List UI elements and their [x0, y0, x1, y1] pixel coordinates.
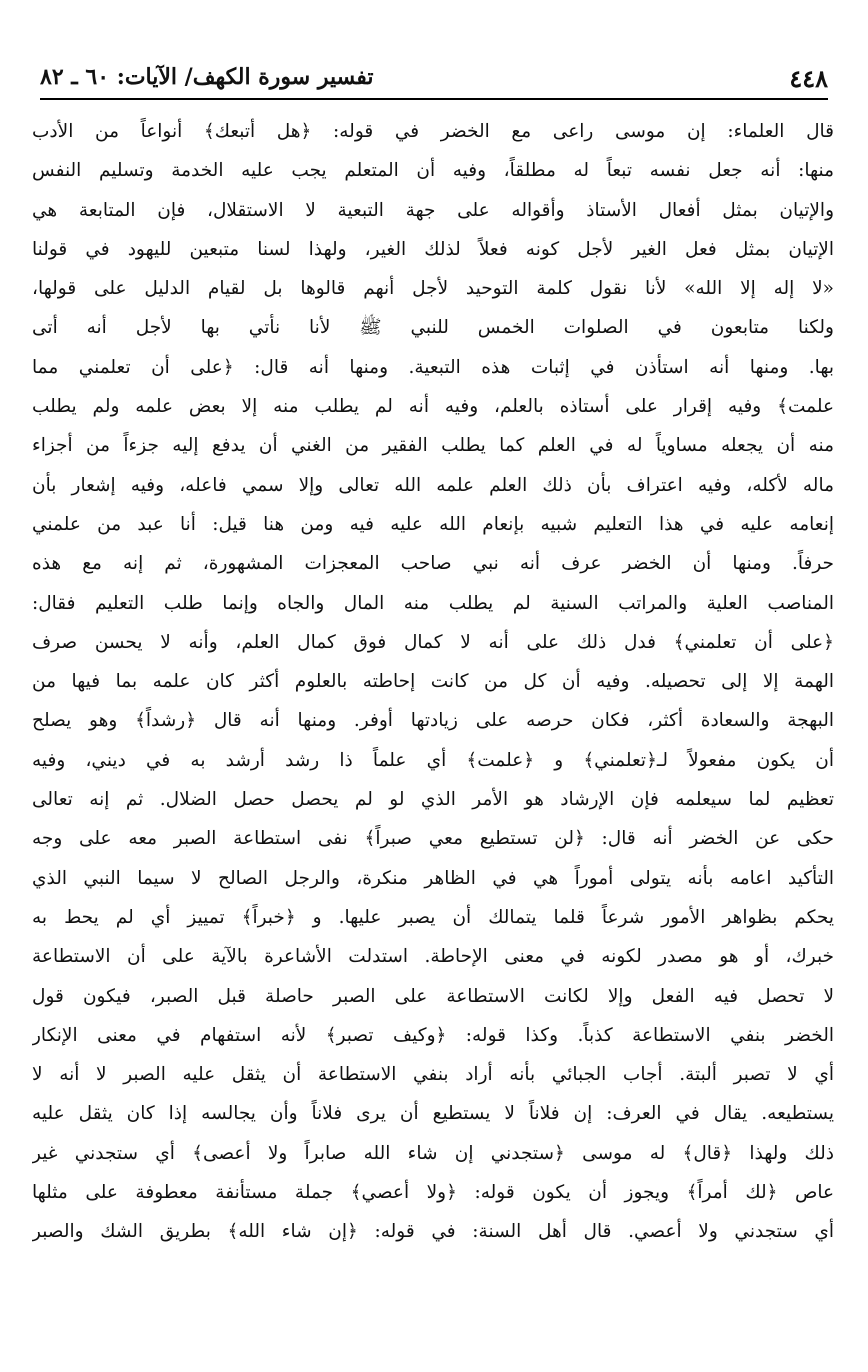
text-line: منها: أنه جعل نفسه تبعاً له مطلقاً، وفيه أن المتعلم يجب عليه الخدمة وتسليم النفس: [32, 160, 834, 182]
text-line: حكى عن الخضر أنه قال: ﴿لن تستطيع معي صبراً﴾ نفى استطاعة الصبر معه على وجه: [32, 828, 834, 850]
page-number: ٤٤٨: [789, 64, 828, 93]
text-line: ذلك ولهذا ﴿قال﴾ له موسى ﴿ستجدني إن شاء الله صابراً ولا أعصى﴾ أي ستجدني غير: [32, 1142, 834, 1164]
text-line: يحكم بظواهر الأمور شرعاً قلما يتمالك أن يصبر عليها. و ﴿خبراً﴾ تمييز أي لم يحط به: [32, 906, 834, 928]
text-line: تعظيم لما سيعلمه فإن الإرشاد هو الأمر الذي لو لم يحصل حصل الضلال. ثم إنه تعالى: [32, 789, 834, 811]
text-line: علمت﴾ وفيه إقرار على أستاذه بالعلم، وفيه أنه لم يطلب منه إلا بعض علمه ولم يطلب: [32, 396, 834, 418]
text-line: البهجة والسعادة أكثر، فكان حرصه على زيادتها أوفر. ومنها أنه قال ﴿رشداً﴾ وهو يصلح: [32, 710, 834, 732]
text-line: أي لا تصبر ألبتة. أجاب الجبائي بأنه أراد بنفي الاستطاعة أن يثقل عليه الصبر لا أنه لا: [32, 1064, 834, 1086]
text-line: ولكنا متابعون في الصلوات الخمس للنبي ﷺ لأنا نأتي بها لأجل أنه أتى: [32, 317, 834, 339]
text-line: أن يكون مفعولاً لـ﴿تعلمني﴾ و ﴿علمت﴾ أي علماً ذا رشد أرشد به في ديني، وفيه: [32, 749, 834, 771]
text-line: ماله لأكله، وفيه اعتراف بأن ذلك العلم علمه الله تعالى وإلا سمي فاعله، وفيه إشعار بأن: [32, 474, 834, 496]
text-line: قال العلماء: إن موسى راعى مع الخضر في قوله: ﴿هل أتبعك﴾ أنواعاً من الأدب: [32, 121, 834, 142]
text-line: لا تحصل فيه الفعل وإلا لكانت الاستطاعة على الصبر حاصلة قبل الصبر، فيكون قول: [32, 985, 834, 1007]
running-title: تفسير سورة الكهف/ الآيات: ٦٠ ـ ٨٢: [40, 64, 374, 90]
text-line: الهمة إلا إلى تحصيله. وفيه أن كل من كانت إحاطته بالعلوم أكثر كان علمه بما فيها من: [32, 671, 834, 693]
text-line: حرفاً. ومنها أن الخضر عرف أنه نبي صاحب المعجزات المشهورة، ثم إنه مع هذه: [32, 553, 834, 575]
text-line: الخضر بنفي الاستطاعة كذباً. وكذا قوله: ﴿وكيف تصبر﴾ لأنه استفهام في معنى الإنكار: [32, 1024, 834, 1046]
text-line: «لا إله إلا الله» لأنا نقول كلمة التوحيد لأجل أنهم قالوها بل لقيام الدليل على قولها،: [32, 278, 834, 300]
text-line: بها. ومنها أنه استأذن في إثبات هذه التبعية. ومنها أنه قال: ﴿على أن تعلمني مما: [32, 356, 834, 378]
text-line: خبرك، أو هو مصدر لكونه في معنى الإحاطة. استدلت الأشاعرة بالآية على أن الاستطاعة: [32, 946, 834, 968]
page-header: [40, 60, 828, 100]
text-line: ﴿على أن تعلمني﴾ فدل ذلك على أنه لا كمال فوق كمال العلم، وأنه لا يحسن صرف: [32, 631, 834, 653]
text-line: إنعامه عليه في هذا التعليم شبيه بإنعام الله عليه فيه ومن هنا قيل: أنا عبد من علمني: [32, 513, 834, 535]
text-line: والإتيان بمثل أفعال الأستاذ وأقواله على جهة التبعية لا الاستقلال، فإن المتابعة هي: [32, 199, 834, 221]
text-line: المناصب العلية والمراتب السنية لم يطلب منه المال والجاه وإنما طلب التعليم فقال:: [32, 592, 834, 614]
text-line: التأكيد اعامه بأنه يتولى أموراً هي في الظاهر منكرة، والرجل الصالح لا سيما النبي الذي: [32, 867, 834, 889]
body-text: [32, 112, 834, 1252]
text-line: يستطيعه. يقال في العرف: إن فلاناً لا يستطيع أن يرى فلاناً وأن يجالسه إذا كان يثقل عليه: [32, 1103, 834, 1125]
text-line: منه أن يجعله مساوياً له في العلم كما يطلب الفقير من الغني أن يدفع إليه جزءاً من أجزاء: [32, 435, 834, 457]
text-line: الإتيان بمثل فعل الغير لأجل كونه فعلاً لذلك الغير، ولهذا لسنا متبعين لليهود في قولنا: [32, 238, 834, 260]
text-line: أي ستجدني ولا أعصي. قال أهل السنة: في قوله: ﴿إن شاء الله﴾ بطريق الشك والصبر: [32, 1221, 834, 1243]
text-line: عاص ﴿لك أمراً﴾ ويجوز أن يكون قوله: ﴿ولا أعصي﴾ جملة مستأنفة معطوفة على مثلها: [32, 1182, 834, 1204]
